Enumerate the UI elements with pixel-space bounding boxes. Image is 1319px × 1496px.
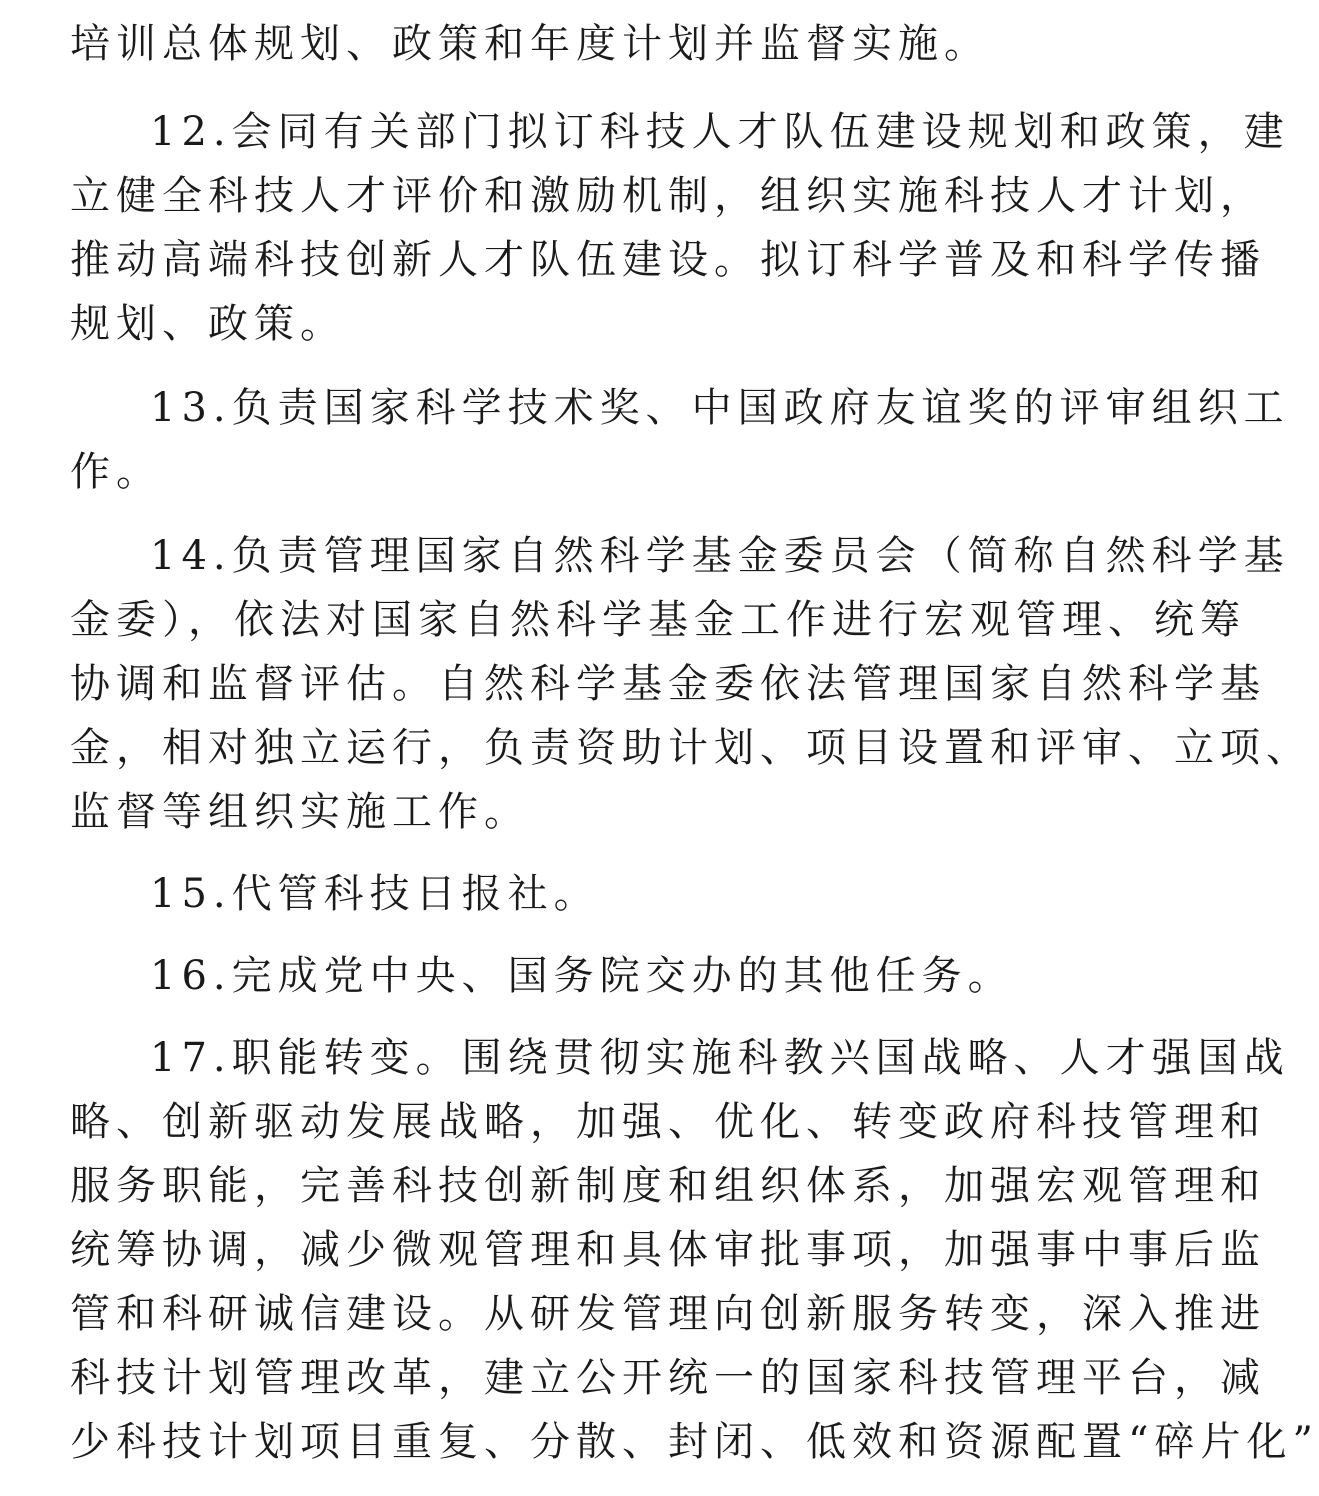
text-line: 培训总体规划、政策和年度计划并监督实施。 bbox=[70, 21, 990, 67]
paragraph-14-line: 14.负责管理国家自然科学基金委员会（简称自然科学基 bbox=[150, 533, 1290, 579]
text-line: 规划、政策。 bbox=[70, 301, 346, 347]
text-line: 监督等组织实施工作。 bbox=[70, 789, 530, 835]
paragraph-15-line: 15.代管科技日报社。 bbox=[150, 871, 600, 917]
text-line: 推动高端科技创新人才队伍建设。拟订科学普及和科学传播 bbox=[70, 237, 1266, 283]
paragraph-16-line: 16.完成党中央、国务院交办的其他任务。 bbox=[150, 953, 1014, 999]
text-line: 统筹协调，减少微观管理和具体审批事项，加强事中事后监 bbox=[70, 1227, 1266, 1273]
text-line: 作。 bbox=[70, 449, 162, 495]
text-line: 服务职能，完善科技创新制度和组织体系，加强宏观管理和 bbox=[70, 1163, 1266, 1209]
text-line: 少科技计划项目重复、分散、封闭、低效和资源配置“碎片化” bbox=[70, 1419, 1319, 1465]
paragraph-12-line: 12.会同有关部门拟订科技人才队伍建设规划和政策，建 bbox=[150, 109, 1290, 155]
text-line: 立健全科技人才评价和激励机制，组织实施科技人才计划， bbox=[70, 173, 1266, 219]
text-line: 金委），依法对国家自然科学基金工作进行宏观管理、统筹 bbox=[70, 597, 1246, 643]
text-line: 科技计划管理改革，建立公开统一的国家科技管理平台，减 bbox=[70, 1355, 1266, 1401]
paragraph-13-line: 13.负责国家科学技术奖、中国政府友谊奖的评审组织工 bbox=[150, 385, 1290, 431]
text-line: 管和科研诚信建设。从研发管理向创新服务转变，深入推进 bbox=[70, 1291, 1266, 1337]
text-line: 金，相对独立运行，负责资助计划、项目设置和评审、立项、 bbox=[70, 725, 1312, 771]
text-line: 略、创新驱动发展战略，加强、优化、转变政府科技管理和 bbox=[70, 1099, 1266, 1145]
text-line: 协调和监督评估。自然科学基金委依法管理国家自然科学基 bbox=[70, 661, 1266, 707]
paragraph-17-line: 17.职能转变。围绕贯彻实施科教兴国战略、人才强国战 bbox=[150, 1035, 1290, 1081]
